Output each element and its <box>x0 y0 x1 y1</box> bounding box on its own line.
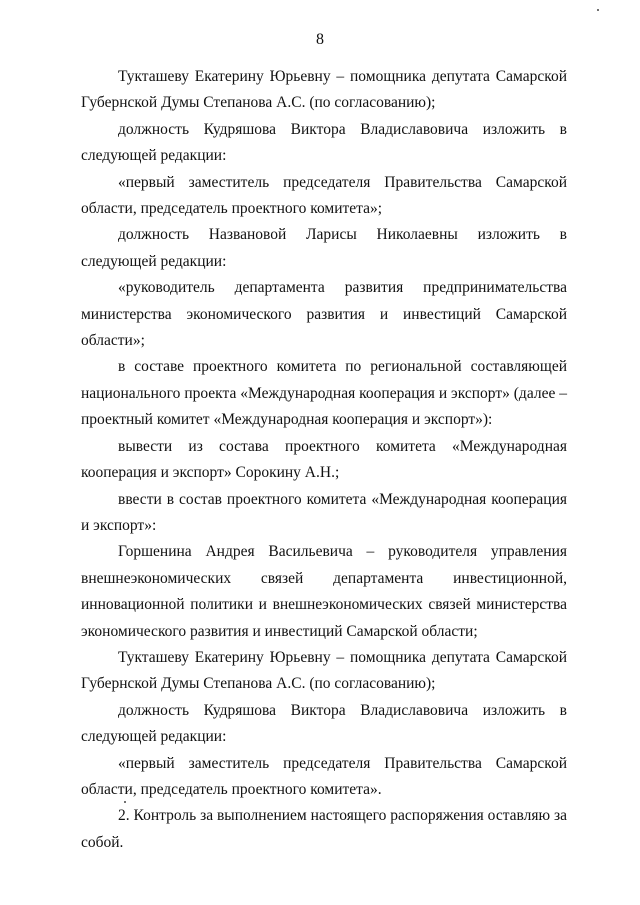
scan-speck <box>124 801 126 803</box>
paragraph: вывести из состава проектного комитета «Международная кооперация и экспорт» Сорокину А.Н.; <box>81 437 567 482</box>
paragraph: Горшенина Андрея Васильевича – руководителя управления внешнеэкономических связей департамента инвестиционной, инновационной политики и внешнеэкономических связей министерства экономического развития и инвестиций Самарской области; <box>81 543 567 640</box>
paragraph: ввести в состав проектного комитета «Международная кооперация и экспорт»: <box>81 490 567 534</box>
paragraph: Тукташеву Екатерину Юрьевну – помощника депутата Самарской Губернской Думы Степанова А.С. (по согласованию); <box>81 648 567 693</box>
paragraph: должность Названовой Ларисы Николаевны изложить в следующей редакции: <box>81 226 567 270</box>
paragraph: должность Кудряшова Виктора Владиславовича изложить в следующей редакции: <box>81 120 567 165</box>
paragraph: должность Кудряшова Виктора Владиславовича изложить в следующей редакции: <box>81 701 567 746</box>
page-number: 8 <box>316 31 324 48</box>
paragraph: «первый заместитель председателя Правительства Самарской области, председатель проектного комитета»; <box>81 173 567 218</box>
paragraph: в составе проектного комитета по региональной составляющей национального проекта «Международная кооперация и экспорт» (далее – проектный комитет «Международная кооперация и экспорт»): <box>81 358 567 429</box>
paragraph: «руководитель департамента развития предпринимательства министерства экономического развития и инвестиций Самарской области»; <box>81 279 567 350</box>
document-body <box>81 64 567 856</box>
scan-speck <box>597 9 599 11</box>
paragraph: «первый заместитель председателя Правительства Самарской области, председатель проектного комитета». <box>81 754 567 798</box>
paragraph: Тукташеву Екатерину Юрьевну – помощника депутата Самарской Губернской Думы Степанова А.С. (по согласованию); <box>81 68 567 112</box>
paragraph: 2. Контроль за выполнением настоящего распоряжения оставляю за собой. <box>81 807 567 851</box>
